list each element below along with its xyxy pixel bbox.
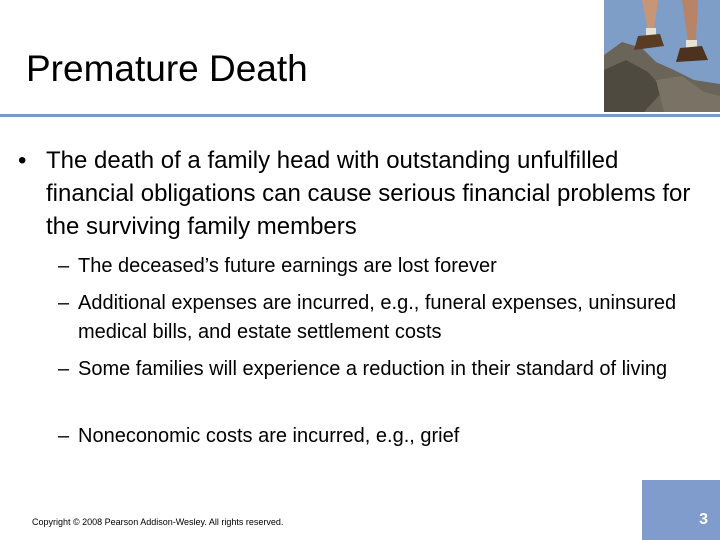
sub-bullet-text: Additional expenses are incurred, e.g., funeral expenses, uninsured medical bills, and estate settlement costs [78,292,677,343]
sub-bullet-text: Noneconomic costs are incurred, e.g., grief [78,425,460,447]
hiker-photo-image [604,0,720,112]
title-divider [0,114,720,117]
sub-bullet [58,289,698,347]
main-bullet [18,144,698,243]
page-number-box [642,480,720,540]
slide-title: Premature Death [26,48,308,89]
dash-marker: – [58,358,70,380]
sub-bullet-text: The deceased’s future earnings are lost forever [78,255,497,277]
page-number: 3 [699,511,708,528]
copyright-footer: Copyright © 2008 Pearson Addison-Wesley. All rights reserved. [32,517,284,527]
dash-marker: – [58,292,70,314]
sub-bullet [58,422,698,451]
hiker-climbing-photo [604,0,720,112]
dash-marker: – [58,255,70,277]
sub-bullet [58,355,698,384]
sub-bullet-text: Some families will experience a reduction in their standard of living [78,358,668,380]
bullet-marker: • [18,147,27,174]
sub-bullet [58,252,698,281]
dash-marker: – [58,425,70,447]
main-bullet-text: The death of a family head with outstanding unfulfilled financial obligations can cause serious financial problems for the surviving family members [46,147,691,240]
